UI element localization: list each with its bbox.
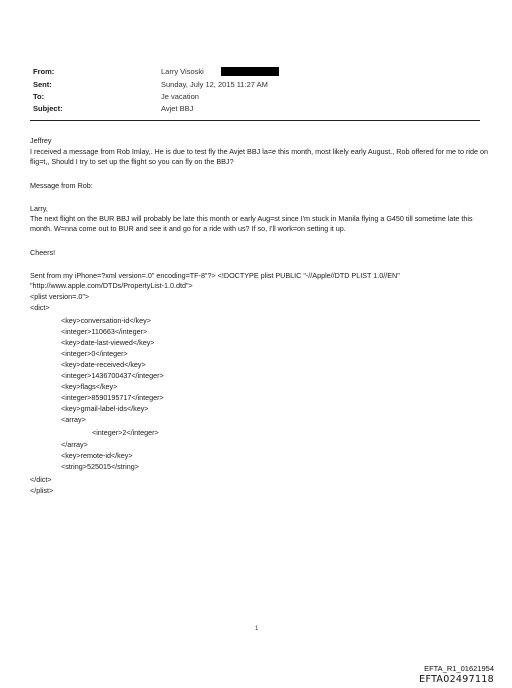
redaction-box — [221, 67, 279, 76]
plist-line: <array> — [61, 415, 86, 424]
signoff: Cheers! — [30, 248, 56, 257]
sent-label: Sent: — [33, 80, 52, 89]
plist-line: <integer>0</integer> — [61, 349, 128, 358]
paragraph-1: I received a message from Rob Imlay,. He is due to test fly the Avjet BBJ la=e this month, most likely early August., Rob offered for me to ride on flig=t,, Should I try to set up the flight so you can fly on the BBJ? — [30, 147, 489, 166]
plist-line: </array> — [61, 440, 88, 449]
subject-label: Subject: — [33, 104, 63, 113]
paragraph-2: The next flight on the BUR BBJ will probably be late this month or early Aug=st since I'm stuck in Manila flying a G450 till sometime late this month. W=nna come out to BUR and see it and go for a ride with us? If so, I'll work=on setting it up. — [30, 214, 473, 233]
message-from-label: Message from Rob: — [30, 181, 93, 190]
subject-value: Avjet BBJ — [161, 104, 194, 113]
plist-line: <string>525015</string> — [61, 462, 139, 471]
plist-close: </plist> — [30, 486, 54, 495]
plist-open: <plist version=.0"> — [30, 292, 90, 301]
plist-line: <key>date-received</key> — [61, 360, 146, 369]
from-label: From: — [33, 67, 55, 76]
plist-line: <integer>110663</integer> — [61, 327, 148, 336]
plist-line: <integer>1436700437</integer> — [61, 371, 164, 380]
to-label: To: — [33, 92, 45, 101]
from-value: Larry Visoski — [161, 67, 204, 76]
bates-number-small: EFTA_R1_01621954 — [424, 664, 494, 673]
plist-line: <key>gmail-label-ids</key> — [61, 404, 149, 413]
sent-value: Sunday, July 12, 2015 11:27 AM — [161, 80, 268, 89]
plist-line: <key>conversation-id</key> — [61, 316, 151, 325]
salutation: Larry, — [30, 204, 48, 213]
to-value: Je vacation — [161, 92, 199, 101]
sent-from-line-2: "http://www.apple.com/DTDs/PropertyList-1.0.dtd"> — [30, 281, 193, 290]
greeting: Jeffrey — [30, 136, 52, 145]
plist-line: <key>date-last-viewed</key> — [61, 338, 155, 347]
sent-from-line-1: Sent from my iPhone=?xml version=.0" encoding=TF-8"?> <!DOCTYPE plist PUBLIC "-//Apple//DTD PLIST 1.0//EN" — [30, 271, 400, 280]
bates-number-large: EFTA02497118 — [419, 674, 494, 685]
dict-close: </dict> — [30, 475, 52, 484]
plist-line: <integer>8590195717</integer> — [61, 393, 164, 402]
plist-line: <key>remote-id</key> — [61, 451, 133, 460]
page-number: 1 — [255, 626, 259, 632]
plist-line: <key>flags</key> — [61, 382, 118, 391]
plist-array-item: <integer>2</integer> — [92, 428, 159, 437]
dict-open: <dict> — [30, 303, 50, 312]
header-divider — [30, 120, 480, 121]
